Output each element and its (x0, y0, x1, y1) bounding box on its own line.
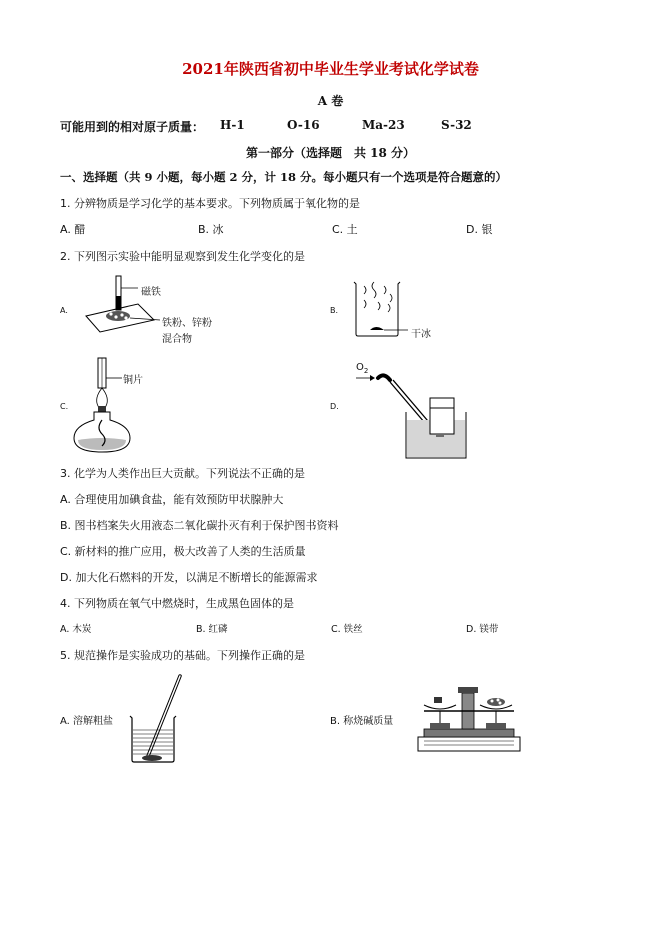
question-2-option-d: D. (330, 402, 339, 411)
atomic-mass-h: H-1 (220, 118, 245, 132)
magnet-label: 磁铁 (141, 287, 161, 298)
question-4-option-a: A. 木炭 (60, 624, 92, 635)
question-3-stem: 3. 化学为人类作出巨大贡献。下列说法不正确的是 (60, 467, 305, 480)
question-2-option-a: A. (60, 306, 68, 315)
question-3-option-d: D. 加大化石燃料的开发，以满足不断增长的能源需求 (60, 571, 318, 584)
question-5-stem: 5. 规范操作是实验成功的基础。下列操作正确的是 (60, 649, 305, 662)
question-4-option-c: C. 铁丝 (331, 624, 363, 635)
question-2-option-b: B. (330, 306, 339, 315)
question-3-option-c: C. 新材料的推广应用，极大改善了人类的生活质量 (60, 545, 306, 558)
oxygen-symbol: O (356, 362, 364, 373)
part-one-heading: 第一部分（选择题 共 18 分） (245, 146, 416, 160)
copper-label: 铜片 (123, 375, 143, 386)
question-1-option-c: C. 土 (332, 223, 358, 236)
question-3-option-a: A. 合理使用加碘食盐，能有效预防甲状腺肿大 (60, 493, 284, 506)
atomic-mass-s: S-32 (441, 118, 472, 132)
balance-scale-figure (414, 683, 524, 755)
question-1-option-b: B. 冰 (198, 223, 224, 236)
page-title: 2021年陕西省初中毕业生学业考试化学试卷 (182, 60, 479, 78)
question-2-option-c: C. (60, 402, 69, 411)
oxygen-subscript: 2 (363, 367, 369, 375)
section-one-heading: 一、选择题（共 9 小题，每小题 2 分，计 18 分。每小题只有一个选项是符合题意的） (60, 170, 508, 184)
atomic-mass-label: 可能用到的相对原子质量： (60, 120, 205, 134)
atomic-mass-o: O-16 (287, 118, 320, 132)
question-1-option-d: D. 银 (466, 223, 493, 236)
powder-label-line1: 铁粉、锌粉 (162, 318, 212, 329)
question-5-option-a: A. 溶解粗盐 (60, 716, 114, 727)
dry-ice-beaker-figure (352, 280, 412, 340)
volume-label: A 卷 (317, 94, 344, 108)
question-3-option-b: B. 图书档案失火用液态二氧化碳扑灭有利于保护图书资料 (60, 519, 339, 532)
question-2-stem: 2. 下列图示实验中能明显观察到发生化学变化的是 (60, 250, 305, 263)
question-1-option-a: A. 醋 (60, 223, 86, 236)
question-4-option-b: B. 红磷 (196, 624, 228, 635)
question-4-option-d: D. 镁带 (466, 624, 499, 635)
atomic-mass-na: Ma-23 (362, 118, 405, 132)
dry-ice-label: 干冰 (411, 329, 431, 340)
question-5-option-b: B. 称烧碱质量 (330, 716, 394, 727)
dissolving-salt-beaker-figure (126, 676, 196, 766)
question-4-stem: 4. 下列物质在氧气中燃烧时，生成黑色固体的是 (60, 597, 294, 610)
powder-label-line2: 混合物 (162, 334, 192, 345)
question-1-stem: 1. 分辨物质是学习化学的基本要求。下列物质属于氧化物的是 (60, 197, 360, 210)
oxygen-water-trough-figure (356, 370, 466, 460)
